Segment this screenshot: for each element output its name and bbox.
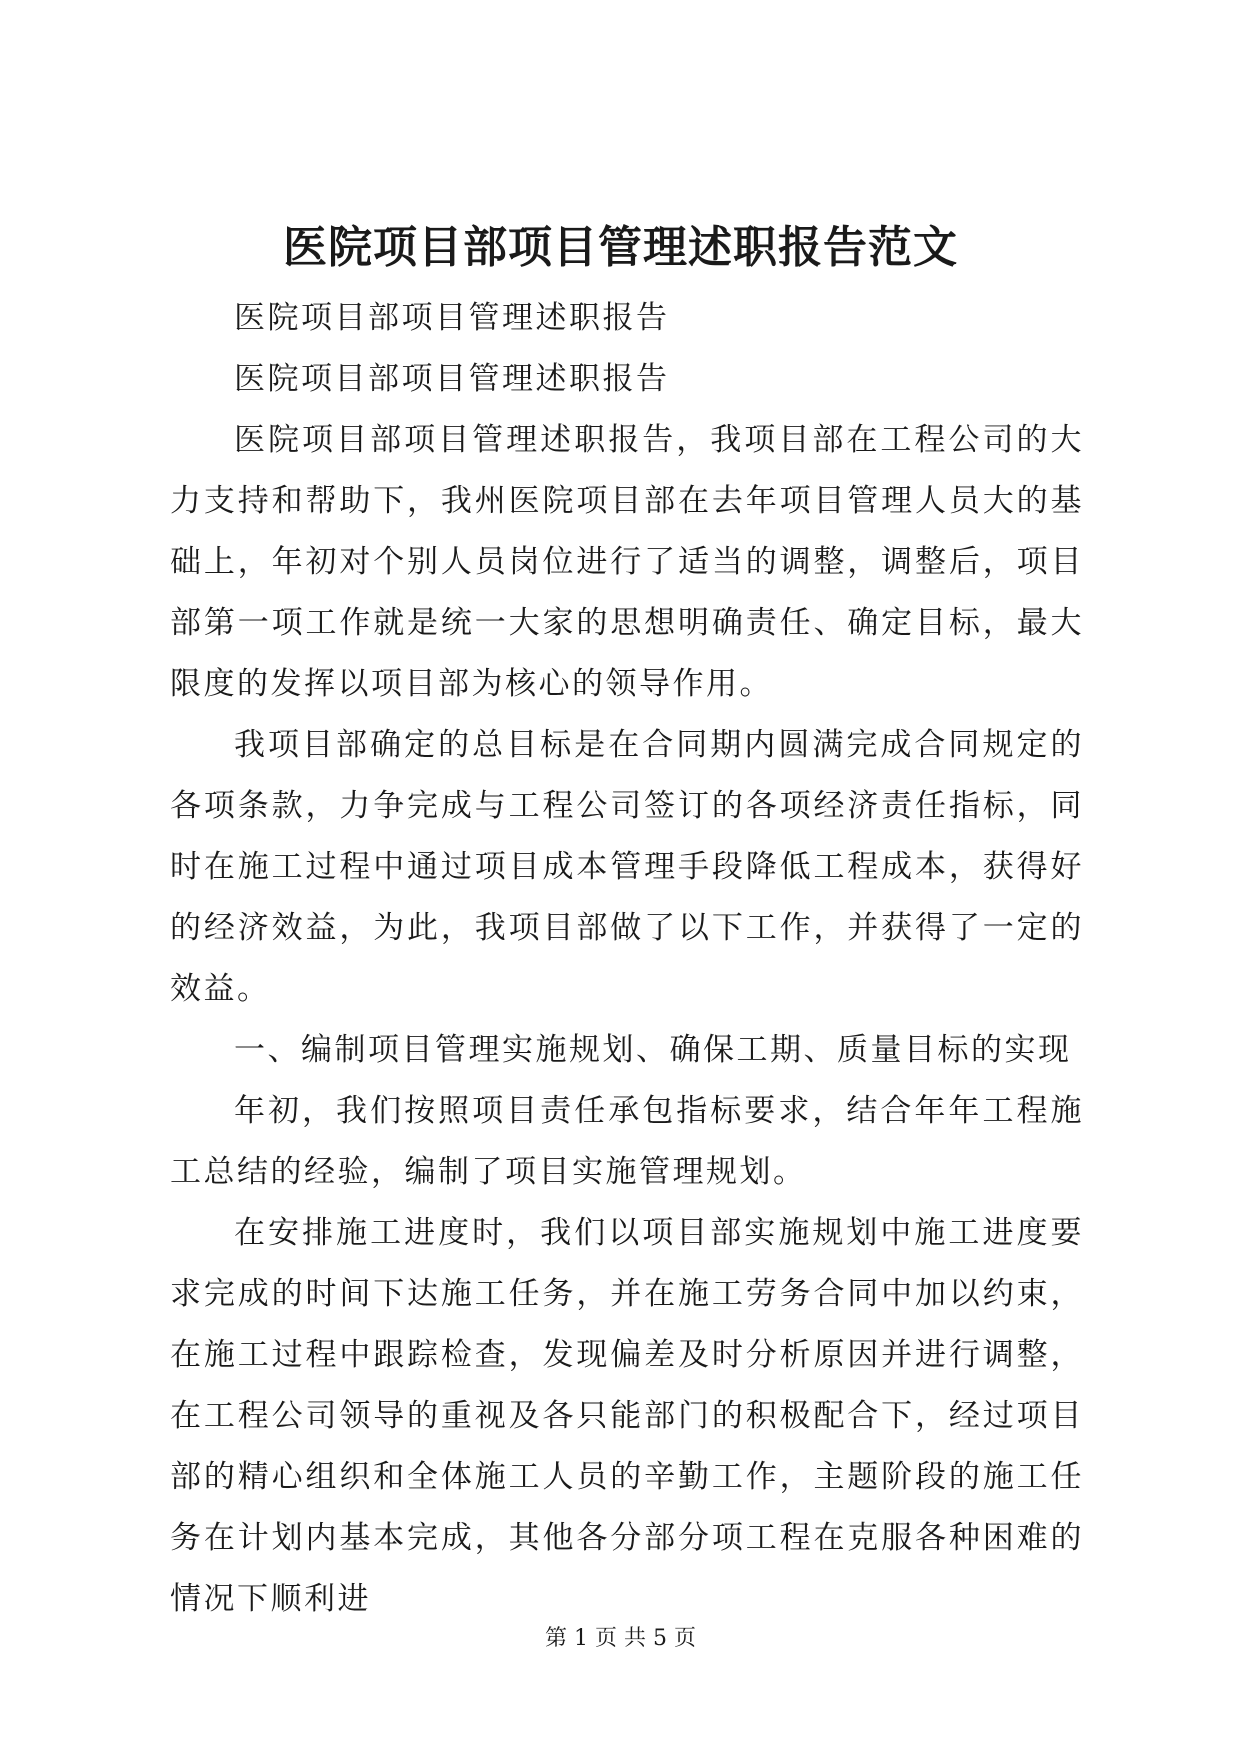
paragraph: 年初，我们按照项目责任承包指标要求，结合年年工程施工总结的经验，编制了项目实施管理规划。: [170, 1093, 1084, 1190]
page-number-footer: 第 1 页 共 5 页: [545, 1626, 696, 1651]
paragraph: 医院项目部项目管理述职报告: [234, 361, 670, 397]
paragraph: 在安排施工进度时，我们以项目部实施规划中施工进度要求完成的时间下达施工任务，并在施工劳务合同中加以约束，在施工过程中跟踪检查，发现偏差及时分析原因并进行调整，在工程公司领导的重视及各只能部门的积极配合下，经过项目部的精心组织和全体施工人员的辛勤工作，主题阶段的施工任务在计划内基本完成，其他各分部分项工程在克服各种困难的情况下顺利进: [170, 1215, 1084, 1617]
paragraph: 医院项目部项目管理述职报告: [234, 300, 670, 336]
paragraph: 我项目部确定的总目标是在合同期内圆满完成合同规定的各项条款，力争完成与工程公司签订的各项经济责任指标，同时在施工过程中通过项目成本管理手段降低工程成本，获得好的经济效益，为此，我项目部做了以下工作，并获得了一定的效益。: [170, 727, 1084, 1007]
paragraph: 医院项目部项目管理述职报告，我项目部在工程公司的大力支持和帮助下，我州医院项目部在去年项目管理人员大的基础上，年初对个别人员岗位进行了适当的调整，调整后，项目部第一项工作就是统一大家的思想明确责任、确定目标，最大限度的发挥以项目部为核心的领导作用。: [170, 422, 1084, 702]
section-heading: 一、编制项目管理实施规划、确保工期、质量目标的实现: [234, 1032, 1072, 1068]
document-body: [170, 288, 1084, 1630]
document-title: 医院项目部项目管理述职报告范文: [283, 222, 958, 273]
